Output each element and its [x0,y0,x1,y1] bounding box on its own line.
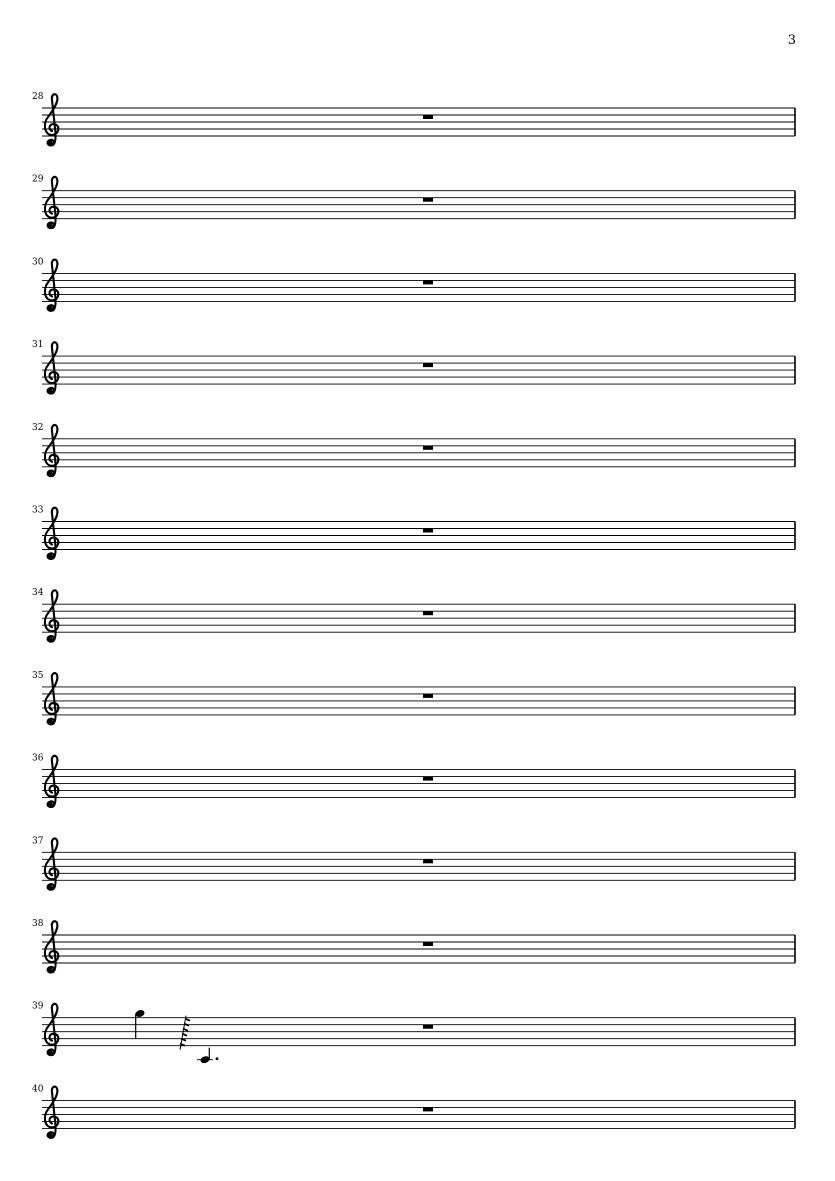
note-flag [185,1019,190,1021]
staff-system [32,506,795,560]
staff-system [32,671,795,725]
whole-rest-icon [423,1107,433,1111]
treble-clef-icon [45,590,58,641]
whole-rest-icon [423,363,433,367]
measure-number: 37 [32,836,44,847]
treble-clef-icon [45,260,58,311]
staff-system [32,92,795,146]
treble-clef-icon [45,425,58,476]
treble-clef-stroke [45,177,58,228]
treble-clef-stroke [45,508,58,559]
treble-clef-icon [45,1004,58,1055]
whole-rest-icon [423,611,433,615]
clef-tail-dot [47,885,52,890]
treble-clef-stroke [45,1087,58,1138]
treble-clef-stroke [45,756,58,807]
treble-clef-icon [45,177,58,228]
clef-tail-dot [47,719,52,724]
clef-tail-dot [47,967,52,972]
whole-rest-icon [423,859,433,863]
treble-clef-icon [45,1087,58,1138]
clef-tail-dot [47,140,52,145]
staff-system [32,836,795,890]
measure-number: 35 [32,670,44,681]
clef-tail-dot [47,471,52,476]
staff-system [32,423,795,477]
treble-clef-icon [45,673,58,724]
treble-clef-icon [45,508,58,559]
clef-tail-dot [47,223,52,228]
treble-clef-stroke [45,838,58,889]
treble-clef-stroke [45,1004,58,1055]
whole-rest-icon [423,529,433,533]
staff-system [32,919,795,973]
clef-tail-dot [47,802,52,807]
staff-system [32,1084,795,1138]
clef-tail-dot [47,1050,52,1055]
staff-system [32,257,795,311]
whole-rest-icon [423,777,433,781]
measure-number: 33 [32,505,44,516]
staff-system [32,754,795,808]
clef-tail-dot [47,554,52,559]
measure-number: 39 [32,1001,44,1012]
clef-tail-dot [47,306,52,311]
augmentation-dot [216,1057,219,1060]
treble-clef-stroke [45,673,58,724]
clef-tail-dot [47,637,52,642]
clef-tail-dot [47,1133,52,1138]
treble-clef-stroke [45,342,58,393]
staff-system [32,340,795,394]
treble-clef-stroke [45,425,58,476]
measure-number: 34 [32,588,44,599]
treble-clef-icon [45,94,58,145]
staff-system [32,588,795,642]
treble-clef-stroke [45,94,58,145]
measure-number: 29 [32,174,44,185]
whole-rest-icon [423,115,433,119]
whole-rest-icon [423,280,433,284]
measure-number: 30 [32,257,44,268]
treble-clef-stroke [45,921,58,972]
whole-rest-icon [423,198,433,202]
measure-number: 32 [32,422,44,433]
whole-rest-icon [423,694,433,698]
measure-number: 31 [32,340,44,351]
measure-number: 38 [32,919,44,929]
measure-number: 40 [32,1084,44,1095]
staff-system [32,1002,795,1065]
treble-clef-icon [45,921,58,972]
whole-rest-icon [423,446,433,450]
whole-rest-icon [423,942,433,946]
treble-clef-icon [45,838,58,889]
treble-clef-icon [45,342,58,393]
treble-clef-stroke [45,260,58,311]
staff-system [32,175,795,229]
measure-number: 28 [32,92,44,102]
measure-number: 36 [32,753,44,764]
page-number: 3 [787,33,796,48]
whole-rest-icon [423,1025,433,1029]
treble-clef-icon [45,756,58,807]
clef-tail-dot [47,389,52,394]
treble-clef-stroke [45,590,58,641]
